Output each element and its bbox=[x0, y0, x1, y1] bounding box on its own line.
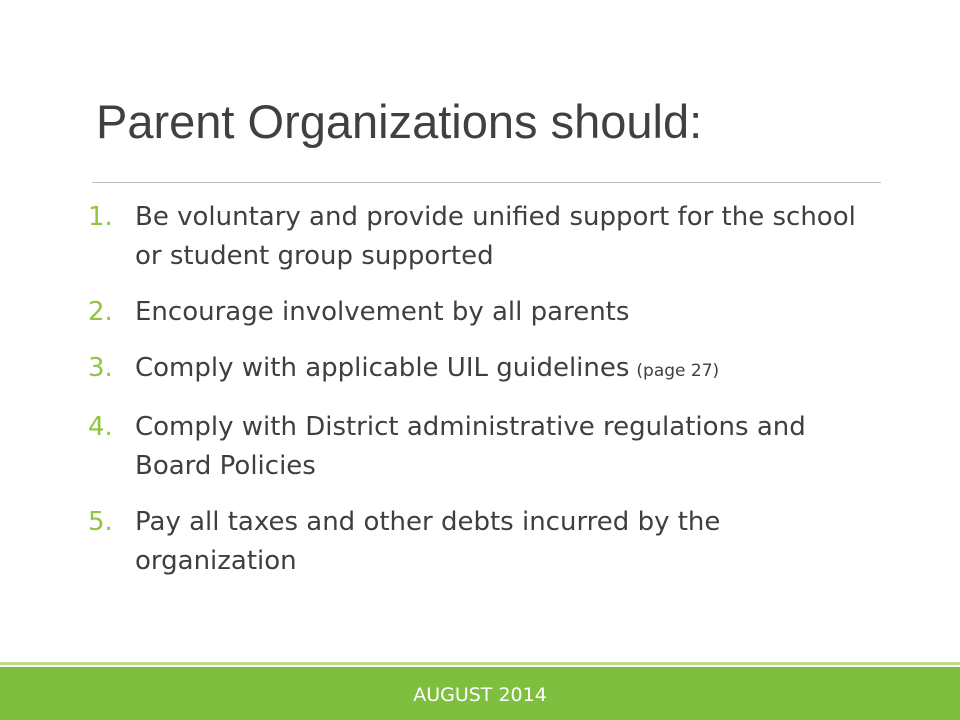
list-item-text bbox=[135, 293, 878, 332]
list-item-text bbox=[135, 408, 878, 486]
list-item-body: Comply with District administrative regulations and Board Policies bbox=[135, 412, 806, 481]
footer-date: AUGUST 2014 bbox=[413, 684, 547, 706]
list-item-text bbox=[135, 503, 878, 581]
list-item-text bbox=[135, 198, 878, 276]
list-item-number: 2. bbox=[88, 297, 113, 327]
list-item-number: 3. bbox=[88, 353, 113, 383]
list-item-text bbox=[135, 349, 878, 391]
numbered-list bbox=[88, 198, 878, 598]
page-reference-note: (page 27) bbox=[636, 361, 720, 381]
list-item bbox=[88, 503, 878, 581]
footer-accent-line bbox=[0, 662, 960, 665]
list-item-body: Encourage involvement by all parents bbox=[135, 297, 630, 327]
list-item-body: Pay all taxes and other debts incurred by the organization bbox=[135, 507, 721, 576]
list-item-number: 5. bbox=[88, 507, 113, 537]
list-item bbox=[88, 408, 878, 486]
list-item bbox=[88, 293, 878, 332]
list-item-number: 1. bbox=[88, 202, 113, 232]
list-item bbox=[88, 349, 878, 391]
title-divider bbox=[92, 182, 881, 183]
list-item-body: Comply with applicable UIL guidelines bbox=[135, 353, 630, 383]
list-item-number: 4. bbox=[88, 412, 113, 442]
list-item-body: Be voluntary and provide unified support for the school or student group supported bbox=[135, 202, 856, 271]
list-item bbox=[88, 198, 878, 276]
slide-title: Parent Organizations should: bbox=[96, 95, 703, 148]
